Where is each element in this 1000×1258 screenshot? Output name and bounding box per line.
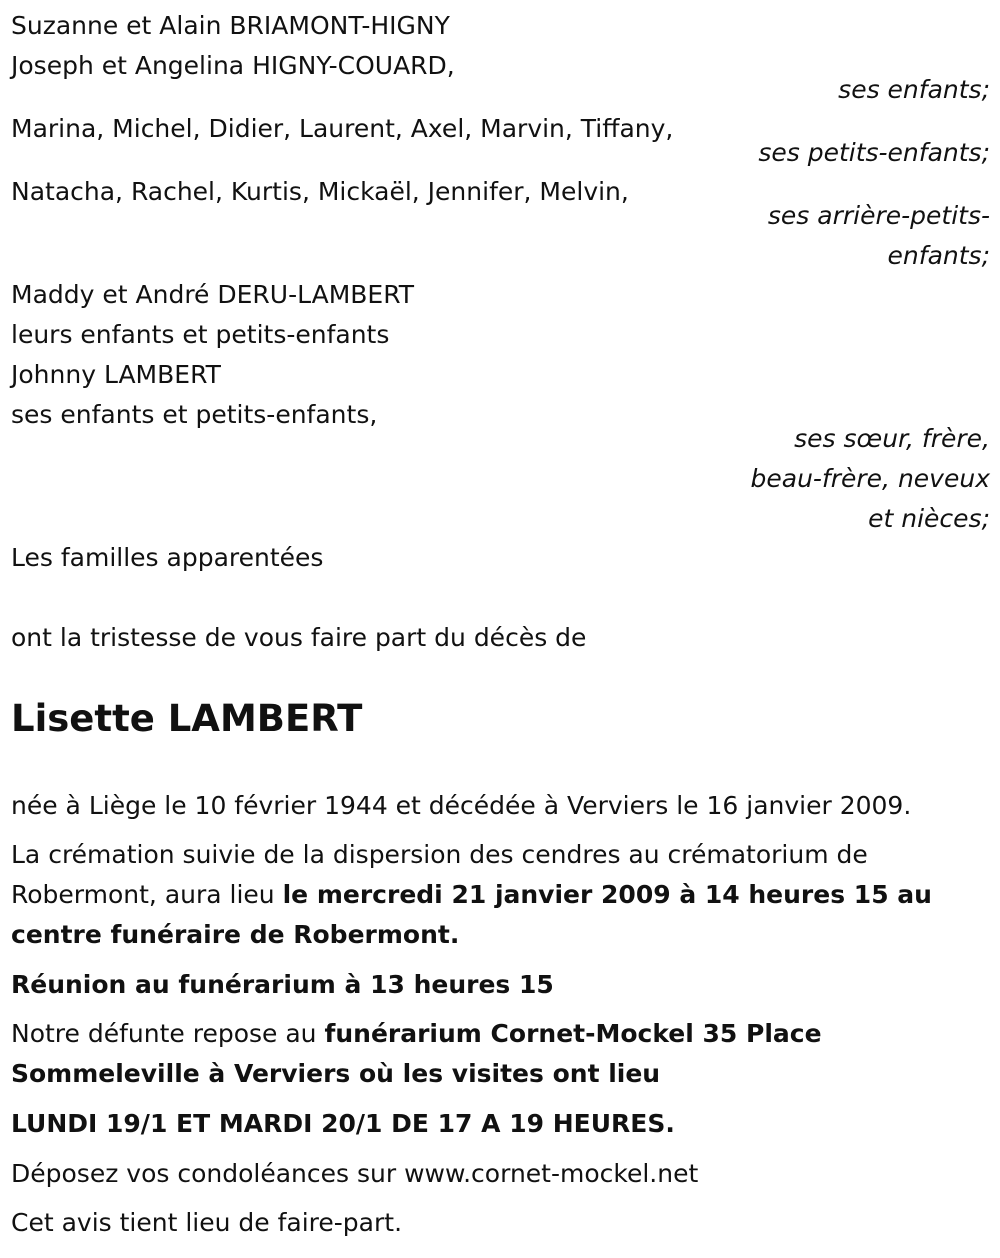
cremation-line-1: La crémation suivie de la dispersion des cendres au crématorium de xyxy=(11,840,868,869)
children-line-1: Suzanne et Alain BRIAMONT-HIGNY xyxy=(11,11,450,40)
siblings-line-1: Maddy et André DERU-LAMBERT xyxy=(11,280,415,309)
deceased-name: Lisette LAMBERT xyxy=(11,697,363,740)
related-families: Les familles apparentées xyxy=(11,543,324,572)
cremation-date-time: le mercredi 21 janvier 2009 à 14 heures 15 au xyxy=(282,880,932,909)
notice-text: Cet avis tient lieu de faire-part. xyxy=(11,1208,403,1237)
siblings-role-line-3: et nièces; xyxy=(868,504,990,533)
siblings-role-line-2: beau-frère, neveux xyxy=(750,464,990,493)
siblings-line-4: ses enfants et petits-enfants, xyxy=(11,400,378,429)
visit-hours: LUNDI 19/1 ET MARDI 20/1 DE 17 A 19 HEURES. xyxy=(11,1109,675,1138)
rest-line-2: Sommeleville à Verviers où les visites ont lieu xyxy=(11,1059,661,1088)
condolences-text: Déposez vos condoléances sur www.cornet-mockel.net xyxy=(11,1159,699,1188)
cremation-line-2-normal: Robermont, aura lieu xyxy=(11,880,283,909)
siblings-line-3: Johnny LAMBERT xyxy=(11,360,221,389)
great-grandchildren-role-line-1: ses arrière-petits- xyxy=(767,201,990,230)
children-line-2: Joseph et Angelina HIGNY-COUARD, xyxy=(11,51,455,80)
grandchildren-role: ses petits-enfants; xyxy=(758,138,990,167)
birth-death-info: née à Liège le 10 février 1944 et décédée à Verviers le 16 janvier 2009. xyxy=(11,791,912,820)
siblings-role-line-1: ses sœur, frère, xyxy=(794,424,990,453)
meeting-info: Réunion au funérarium à 13 heures 15 xyxy=(11,970,554,999)
cremation-line-2 xyxy=(11,882,932,907)
great-grandchildren-names: Natacha, Rachel, Kurtis, Mickaël, Jennifer, Melvin, xyxy=(11,177,629,206)
great-grandchildren-role-line-2: enfants; xyxy=(887,241,990,270)
children-role: ses enfants; xyxy=(838,75,990,104)
rest-line-1 xyxy=(11,1021,822,1046)
announcement-text: ont la tristesse de vous faire part du décès de xyxy=(11,623,587,652)
funeral-home-address: funérarium Cornet-Mockel 35 Place xyxy=(324,1019,822,1048)
grandchildren-names: Marina, Michel, Didier, Laurent, Axel, Marvin, Tiffany, xyxy=(11,114,674,143)
siblings-line-2: leurs enfants et petits-enfants xyxy=(11,320,390,349)
rest-line-1-normal: Notre défunte repose au xyxy=(11,1019,325,1048)
cremation-location: centre funéraire de Robermont. xyxy=(11,920,460,949)
